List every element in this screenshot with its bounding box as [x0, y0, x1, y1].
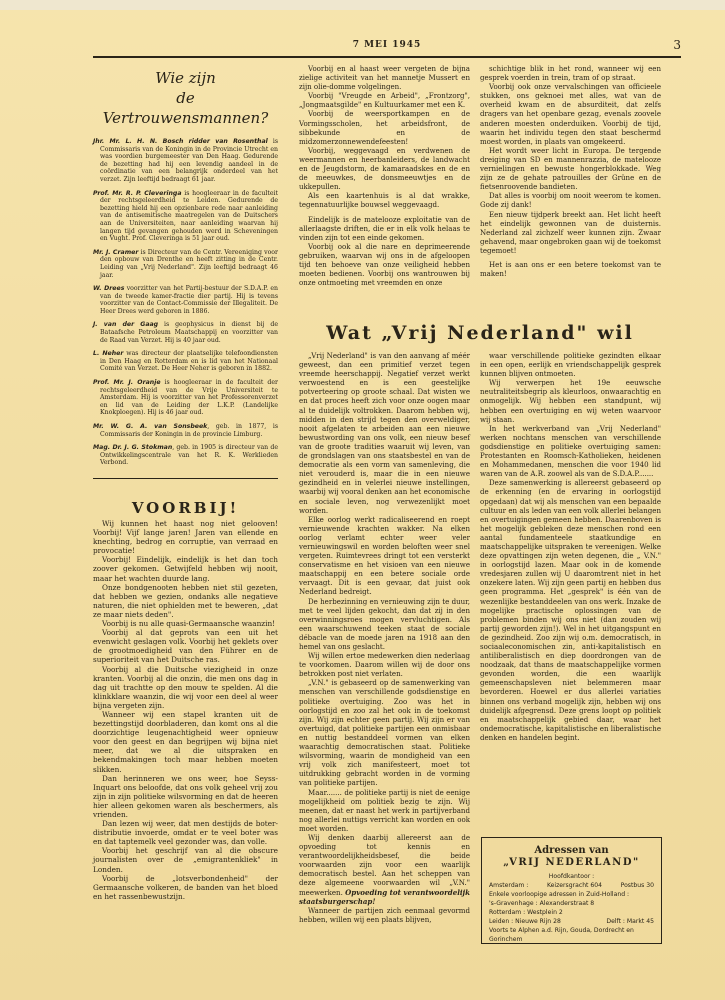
paragraph: Het is aan ons er een betere toekomst van te maken!	[480, 259, 661, 279]
bio-name: J. van der Gaag	[93, 321, 159, 329]
addresses-box	[481, 837, 662, 944]
bio-text: voorzitter van het Partij-bestuur der S.D.A.P. en van de tweede kamer-fractie dier partij. Hij is tevens voorzitter van de Contact-Commissie der Illegaliteit. De Heer Drees werd geboren in 1886.	[100, 285, 278, 315]
interim-label: Enkele voorloopige adressen in Zuid-Holland :	[489, 891, 630, 898]
bio-name: Prof. Mr. J. Oranje	[93, 379, 161, 387]
paragraph: Voorbij is nu alle quasi-Germaansche waanzin!	[102, 619, 276, 629]
section-divider	[93, 478, 278, 479]
address-further: Voorts te Alphen a.d. Rijn, Gouda, Dordrecht en Gorinchem	[489, 927, 634, 943]
paragraph: Voorbij en al haast weer vergeten de bijna zielige activiteit van het mannetje Mussert en zijn olie-domme volgelingen.	[299, 64, 470, 92]
bio-entry	[93, 249, 278, 279]
address-denhaag: 's-Gravenhage : Alexanderstraat 8	[489, 900, 595, 907]
bio-entry	[93, 444, 278, 467]
bio-name: Mag. Dr. J. G. Stokman	[93, 444, 173, 452]
paragraph: Voorbij ook onze vervalschingen van officieele stukken, ons geknoei met alles, wat van de overheid kwam en de absurditeit, dat zelfs dragers van het openbare gezag, evenals zoovele anderen moesten onderduiken. Voorbij de tijd, waarin het individu tegen den staat beschermd moest worden, in plaats van omgekeerd.	[480, 82, 661, 146]
bio-entry	[93, 379, 278, 417]
bio-entry	[93, 350, 278, 373]
bio-text: is hoogleeraar in de faculteit der rechtsgeleerdheid van de Vrije Universiteit te Amsterdam. Hij is voorzitter van het Professorenverzet en lid van de Leiding der L.K.P. (Landelijke Knokploegen). Hij is 46 jaar oud.	[100, 379, 279, 417]
addresses-title-2: „VRIJ NEDERLAND"	[503, 857, 640, 868]
paragraph: Voorbij ook al die nare en deprimeerende gebruiken, waarvan wij ons in de afgeloopen tijd ten behoeve van onze veiligheid hebben moeten bedienen. Voorbij ons wantrouwen bij onze ontmoeting met vreemden en onze	[299, 241, 470, 288]
paragraph: Wij verwerpen het 19e eeuwsche neutraliteitsbegrip als kleurloos, onwaarachtig en onmogelijk. Wij hebben een standpunt, wij hebben een overtuiging en wij weten waarvoor wij staan.	[480, 378, 661, 424]
scan-edge	[0, 0, 725, 10]
header-rule	[93, 56, 681, 58]
article-voorbij-col3	[480, 64, 661, 278]
amsterdam-street: Keizersgracht 604	[546, 882, 603, 889]
paragraph: Onze bondgenooten hebben niet stil gezeten, dat hebben we gezien, ondanks alle negatieve naturen, die niet ophielden met te beweren, „dat ze maar niets deden".	[93, 582, 278, 619]
paragraph: Het wordt weer licht in Europa. De tergende dreiging van SD en mannenrazzia, de matelooze vernielingen en bewuste hongerblokkade. Weg zijn ze de gehate patrouilles der Grüne en de fietsenroovende bandieten.	[480, 145, 661, 192]
bio-text: is Commissaris van de Koningin in de Provincie Utrecht en was voordien burgemeester van Den Haag. Gedurende de bezetting had hij een levendig aandeel in de coördinatie van een belangrijk onderdeel van het verzet. Zijn leeftijd bedraagt 61 jaar.	[100, 138, 278, 183]
title-line-2: de Vertrouwensmannen?	[102, 89, 269, 127]
bio-entry	[93, 423, 278, 438]
paragraph: Voorbij al dat geprots van een uit het evenwicht geslagen volk. Voorbij het geklets over de grootmoedigheid van den Führer en de superioriteit van het Duitsche ras.	[93, 628, 278, 665]
address-delft: Delft : Markt 45	[606, 918, 654, 925]
bio-name: Mr. J. Cramer	[93, 248, 139, 256]
bio-entry	[93, 138, 278, 184]
page-number: 3	[673, 38, 681, 52]
paragraph: Voorbij de „lotsverbondenheid" der Germaansche volkeren, de banden van het bloed en het rassenbewustzijn.	[93, 873, 278, 901]
paragraph: De herbezinning en vernieuwing zijn te duur, met te veel lijden gekocht, dan dat zij in den overwinningsroes mogen vervluchtigen. Als een waarschuwend teeken staat de sociale débacle van de moede jaren na 1918 aan den hemel van ons geslacht.	[299, 596, 470, 651]
paragraph: waar verschillende politieke gezindten elkaar in een open, eerlijk en vriendschappelijk gesprek kunnen blijven ontmoeten.	[480, 351, 661, 379]
bio-text: is hoogleeraar in de faculteit der rechtsgeleerdheid te Leiden. Gedurende de bezetting hield hij een opzienbare rede naar aanleiding van de antisemitische maatregelen van de Duitschers aan de Universiteiten, naar aanleiding waarvan hij langen tijd gevangen gehouden werd in Scheveningen en Vught. Prof. Cleveringa is 51 jaar oud.	[100, 189, 278, 243]
article-voorbij-col2	[299, 64, 470, 287]
paragraph: Maar....... de politieke partij is niet de eenige mogelijkheid om politiek bezig te zijn. Wij meenen, dat er naast het werk in partijverband nog allerlei nuttigs verricht kan worden en ook moet worden.	[299, 787, 470, 833]
address-leiden: Leiden : Nieuwe Rijn 28	[489, 918, 561, 925]
paragraph: Eindelijk is de matelooze exploitatie van de allerlaagste driften, die er in elk volk helaas te vinden zijn tot een einde gekomen.	[299, 214, 470, 242]
paragraph: Dat alles is voorbij om nooit weerom te komen. Gode zij dank!	[480, 191, 661, 210]
bio-text: is Directeur van de Centr. Vereeniging voor den opbouw van Drenthe en heeft zitting in de Centr. Leiding van „Vrij Nederland". Zijn leeftijd bedraagt 46 jaar.	[100, 248, 278, 279]
bio-text: , geb. in 1905 is directeur van de Ontwikkelingscentrale van het R. K. Werklieden Verbond.	[100, 444, 278, 467]
bio-list	[93, 138, 278, 467]
paragraph: Wij kunnen het haast nog niet gelooven! Voorbij! Vijf lange jaren! Jaren van ellende en knechting, bedrog en corruptie, van verraad en provocatie!	[93, 519, 278, 556]
paragraph: Elke oorlog werkt radicaliseerend en roept vernieuwende krachten wakker. Na elken oorlog verlamt echter weer veler vernieuwingswil en worden beloften weer snel vergeten. Ruimtevrees dringt tot een versterkt conservatisme en het visioen van een nieuwe maatschappij en een betere sociale orde vervaagt. Dit is een gevaar, dat juist ook Nederland bedreigt.	[299, 514, 470, 597]
paragraph: schichtige blik in het rond, wanneer wij een gesprek voerden in trein, tram of op straat.	[480, 64, 661, 83]
paragraph: In het werkverband van „Vrij Nederland" werken nochtans menschen van verschillende godsdienstige en politieke overtuiging samen: Protestanten en Roomsch-Katholieken, heidenen en Mohammedanen, menschen die voor 1940 lid waren van de A.R. zoowel als van de S.D.A.P.......	[480, 423, 661, 479]
article-wat-col3	[480, 351, 661, 742]
paragraph: „Vrij Nederland" is van den aanvang af méér geweest, dan een primitief verzet tegen vreemde heerschappij. Negatief verzet werkt verwoestend en is een geestelijke potverteering op groote schaal. Dat wisten we en dat proces heeft zich voor onze oogen maar al te duidelijk voltrokken. Daarom hebben wij, midden in den strijd tegen den overweldiger, nooit afgelaten te arbeiden aan een nieuwe bewustwording van ons volk, een nieuw besef van de groote tradities waaruit wij leven, van de grondslagen van ons staatsbestel en van de democratie als een vorm van samenleving, die niet verouderd is, maar die in een nieuwe gezindheid en in velerlei nieuwe instellingen, waarbij wij vooral denken aan het economische en sociale leven, nog verwezenlijkt moet worden.	[299, 351, 470, 515]
paragraph: Als een kaartenhuis is al dat wrakke, tegennatuurlijke bouwsel weggevaagd.	[299, 191, 470, 210]
bio-name: W. Drees	[93, 285, 125, 293]
bio-entry	[93, 321, 278, 344]
paragraph	[299, 833, 470, 906]
article-voorbij-col1	[93, 519, 278, 901]
article-title-wat-vrij-nederland-wil: Wat „Vrij Nederland" wil	[326, 322, 634, 344]
paragraph: Dan herinneren we ons weer, hoe Seyss-Inquart ons beloofde, dat ons volk geheel vrij zou zijn in zijn politieke wilsvorming en dat de heeren hier alleen gekomen waren als beschermers, als vrienden.	[93, 773, 279, 819]
paragraph: Voorbij het geschrijf van al die obscure journalisten over de „emigrantenkliek" in Londen.	[93, 846, 278, 874]
paragraph-text: Wij denken daarbij allereerst aan de opvoeding tot kennis en verantwoordelijkheidsbesef, die beide voorwaarden zijn voor een waarlijk democratisch bestel. Aan het scheppen van deze algemeene voorwaarden wil „V.N." meewerken.	[299, 832, 470, 897]
paragraph: Wanneer de partijen zich eenmaal gevormd hebben, willen wij een plaats blijven,	[299, 905, 470, 924]
emphasis-text: Opvoeding tot verantwoordelijk staatsburgerschap!	[299, 887, 470, 906]
bio-name: Prof. Mr. R. P. Cleveringa	[93, 189, 182, 197]
amsterdam-box: Postbus 30	[620, 882, 654, 889]
bio-name: Jhr. Mr. L. H. N. Bosch ridder van Rosenthal	[93, 138, 268, 145]
article-wie-zijn	[93, 64, 278, 473]
paragraph: Voorbij al die Duitsche viezigheid in onze kranten. Voorbij al die onzin, die men ons dag in dag uit trachtte op den mouw te spelden. Al die klinkklare waanzin, die wij voor een deel al weer bijna vergeten zijn.	[93, 664, 278, 710]
bio-text: is geophysicus in dienst bij de Bataafsche Petroleum Maatschappij en voorzitter van de Raad van Verzet. Hij is 40 jaar oud.	[100, 321, 279, 344]
title-line-1: Wie zijn	[155, 69, 216, 87]
bio-text: , geb. in 1877, is Commissaris der Koningin in de provincie Limburg.	[100, 423, 278, 438]
address-leiden-delft	[482, 917, 661, 926]
addresses-title-1: Adressen van	[534, 845, 609, 856]
bio-name: Mr. W. G. A. van Sonsbeek	[93, 423, 208, 430]
address-amsterdam	[482, 881, 661, 890]
issue-date: 7 MEI 1945	[352, 40, 422, 50]
paragraph: Deze samenwerking is allereerst gebaseerd op de erkenning (en de ervaring in oorlogstijd opgedaan) dat wij als menschen van een bepaalde cultuur en als leden van een volk allerlei belangen en overtuigingen gemeen hebben. Daarenboven is het mogelijk gebleken deze menschen rond een aantal fundamenteele staatkundige en maatschappelijke uitspraken te vereenigen. Welke deze opvattingen zijn weten degenen, die „ V.N." in oorlogstijd lazen. Maar ook in de komende vredesjaren zullen wij U daaromtrent niet in het onzekere laten. Wij zijn geen partij en hebben dus geen programma. Het „gesprek" is één van de wezenlijke bestanddeelen van ons werk. Inzake de mogelijke practische oplossingen van de problemen binden wij ons niet (dan zouden wij partij geworden zijn!). Wel in het uitgangspunt en de gezindheid. Zoo zijn wij o.m. democratisch, in sociaaleconomischen zin, anti-kapitalistisch en antiliberalistisch en diep doordrongen van de noodzaak, dat thans de maatschappelijke vormen gevonden worden, die een waarlijk gemeenschapsleven niet belemmeren maar bevorderen. Hoewel er dus allerlei variaties binnen ons verband mogelijk zijn, hebben wij ons duidelijk afgegrensd. Deze grens loopt op politiek en maatschappelijk gebied daar, waar het ondemocratische, kapitalistische en liberalistische denken en handelen begint.	[480, 478, 661, 742]
address-rotterdam: Rotterdam : Westplein 2	[489, 909, 563, 916]
paragraph: Wij willen ertoe medewerken dien nederlaag te voorkomen. Daarom willen wij de door ons betrokken post niet verlaten.	[299, 651, 470, 679]
paragraph: „V.N." is gebaseerd op de samenwerking van menschen van verschillende godsdienstige en politieke overtuiging. Zoo was het in oorlogstijd en zoo zal het ook in de toekomst zijn. Wij zijn echter geen partij. Wij zijn er van overtuigd, dat politieke partijen een onmisbaar en nuttig bestanddeel vormen van elken waarachtig democratischen staat. Politieke wilsvorming, waarin de mondigheid van een vrij volk zich manifesteert, moet tot uitdrukking gebracht worden in de vorming van politieke partijen.	[299, 678, 470, 788]
amsterdam-city: Amsterdam :	[489, 882, 529, 889]
paragraph: Dan lezen wij weer, dat men destijds de boter-distributie invoerde, omdat er te veel boter was en dat taptemelk veel gezonder was, dan volle.	[93, 819, 278, 847]
paragraph: Een nieuw tijdperk breekt aan. Het licht heeft het eindelijk gewonnen van de duisternis. Nederland zal zichzelf weer kunnen zijn. Zwaar gehavend, maar ongebroken gaan wij de toekomst tegemoet!	[480, 209, 661, 255]
paragraph: Voorbij "Vreugde en Arbeid", „Frontzorg", „Jongmaatsgilde" en Kultuurkamer met een K.	[299, 91, 470, 110]
article-title-wie	[93, 68, 278, 128]
article-wat-col2	[299, 351, 470, 924]
article-title-voorbij: VOORBIJ!	[131, 499, 240, 517]
bio-entry	[93, 285, 278, 315]
bio-name: L. Neher	[93, 350, 124, 358]
head-office-label: Hoofdkantoor :	[548, 873, 595, 880]
bio-entry	[93, 190, 278, 243]
paragraph: Voorbij, weggevaagd en verdwenen de weermannen en heerbanleiders, de landwacht en de Jeugdstorm, de kamaraadskes en de en de meeuwkes, de donsmeeuwtjes en de ukkepullen.	[299, 145, 470, 192]
bio-text: was directeur der plaatselijke telefoondiensten in Den Haag en Rotterdam en is lid van het Nationaal Comité van Verzet. De Heer Neher is geboren in 1882.	[100, 350, 278, 373]
paragraph: Voorbij de weersportkampen en de Vormingsscholen, het arbeidsfront, de sibbekunde en de midzomerzonnewendefeesten!	[299, 109, 470, 146]
paragraph: Voorbij! Eindelijk, eindelijk is het dan toch zoover gekomen. Getwijfeld hebben wij nooit, maar het wachten duurde lang.	[93, 555, 278, 583]
paragraph: Wanneer wij een stapel kranten uit de bezettingstijd doorbladeren, dan komt ons al die doorzichtige leugenachtigheid weer opnieuw voor den geest en dan begrijpen wij bijna niet meer, dat we al die uitspraken en bekendmakingen toch maar hebben moeten slikken.	[93, 709, 278, 774]
